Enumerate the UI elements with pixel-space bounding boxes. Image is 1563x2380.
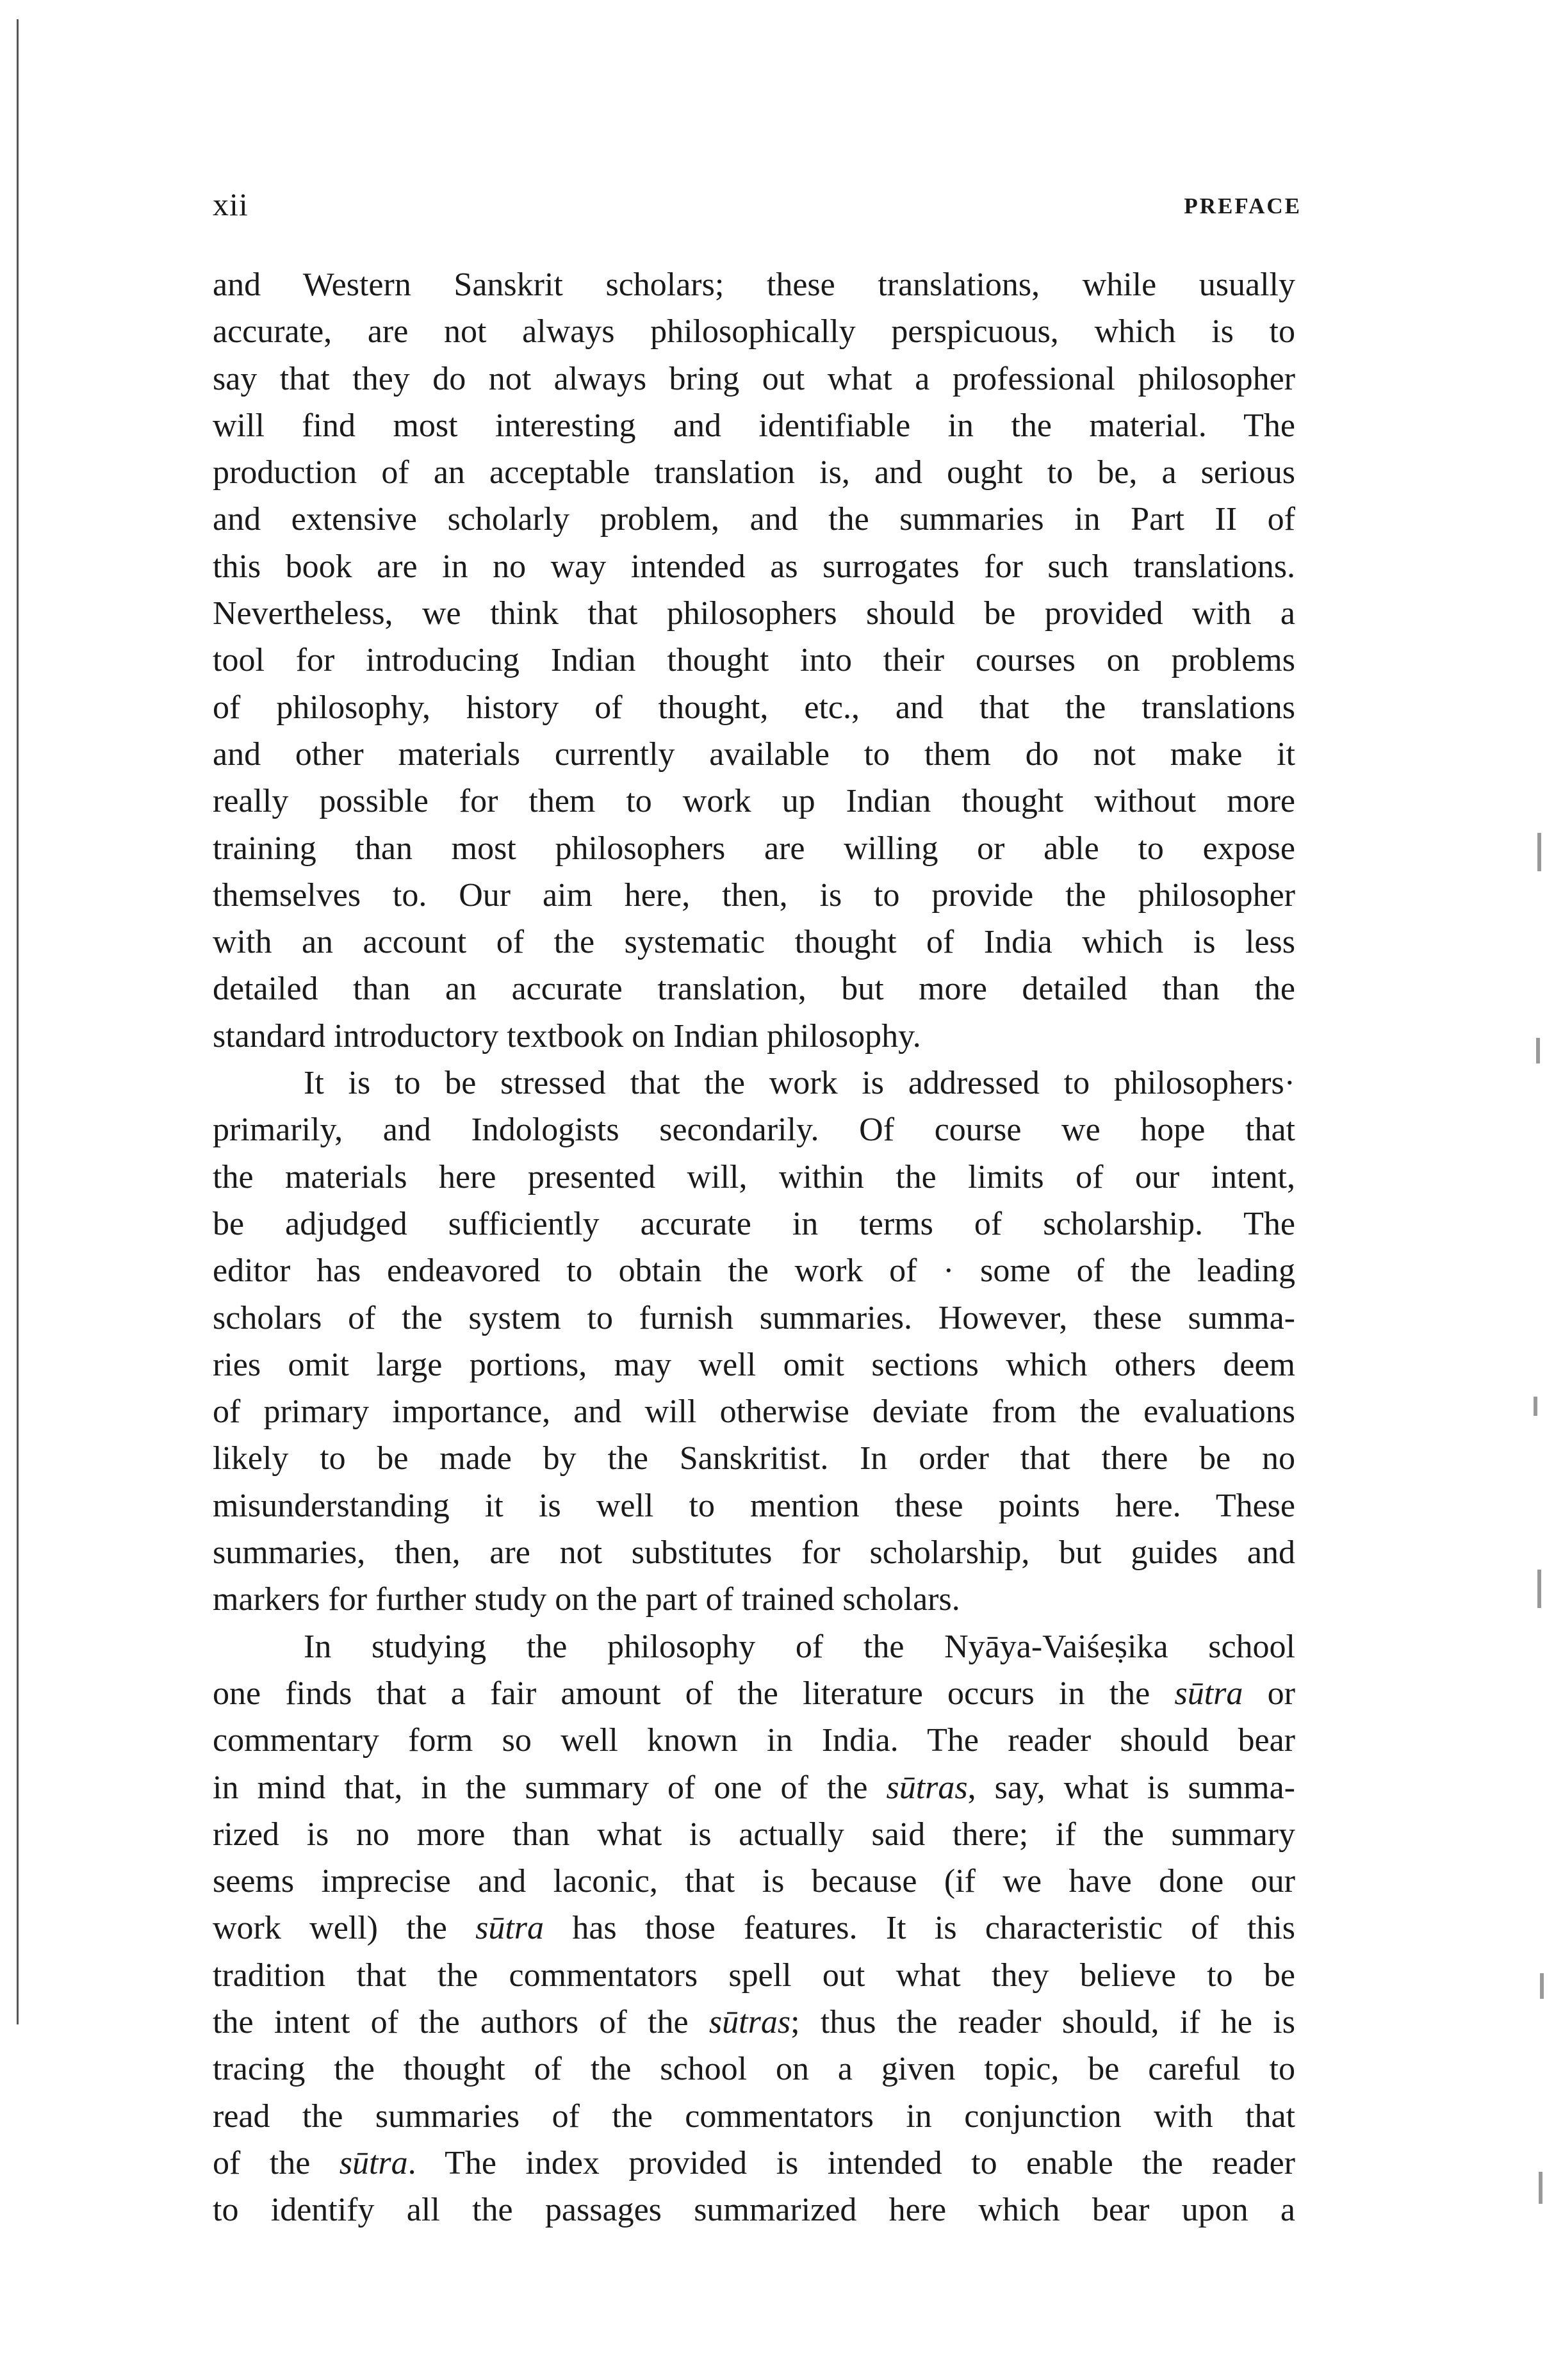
text-line: seems imprecise and laconic, that is because (if we have done our bbox=[213, 1863, 1295, 1900]
italic-term: sūtras bbox=[708, 2003, 791, 2040]
edge-mark bbox=[1537, 1570, 1541, 1608]
text-line: summaries, then, are not substitutes for scholarship, but guides and bbox=[213, 1534, 1295, 1572]
paragraph-first-line: It is to be stressed that the work is addressed to philosophers· bbox=[304, 1065, 1295, 1102]
text-line: standard introductory textbook on Indian philosophy. bbox=[213, 1017, 921, 1055]
text-line: themselves to. Our aim here, then, is to provide the philosopher bbox=[213, 876, 1295, 914]
body-text bbox=[213, 261, 1295, 2233]
text-line: really possible for them to work up Indian thought without more bbox=[213, 783, 1295, 820]
text-line: will find most interesting and identifiable in the material. The bbox=[213, 407, 1295, 444]
text-line: scholars of the system to furnish summaries. However, these summa- bbox=[213, 1299, 1295, 1336]
text-line: of primary importance, and will otherwise deviate from the evaluations bbox=[213, 1393, 1295, 1431]
text-line: production of an acceptable translation is, and ought to be, a serious bbox=[213, 454, 1295, 491]
edge-mark bbox=[1540, 1973, 1544, 1999]
text-line: one finds that a fair amount of the literature occurs in the sūtra or bbox=[213, 1675, 1295, 1712]
text-line: be adjudged sufficiently accurate in terms of scholarship. The bbox=[213, 1205, 1295, 1242]
text-line: the intent of the authors of the sūtras; thus the reader should, if he is bbox=[213, 2003, 1295, 2040]
text-line: work well) the sūtra has those features. It is characteristic of this bbox=[213, 1910, 1295, 1947]
edge-mark bbox=[1539, 2172, 1543, 2204]
text-line: say that they do not always bring out what a professional philosopher bbox=[213, 360, 1295, 397]
text-line: and Western Sanskrit scholars; these translations, while usually bbox=[213, 267, 1295, 303]
text-line: editor has endeavored to obtain the work of · some of the leading bbox=[213, 1252, 1295, 1290]
edge-mark bbox=[1534, 1397, 1537, 1416]
italic-term: sūtras bbox=[886, 1769, 968, 1806]
text-line: misunderstanding it is well to mention these points here. These bbox=[213, 1487, 1295, 1524]
text-line: detailed than an accurate translation, but more detailed than the bbox=[213, 971, 1295, 1008]
text-line: tracing the thought of the school on a given topic, be careful to bbox=[213, 2051, 1295, 2088]
text-line: in mind that, in the summary of one of the sūtras, say, what is summa- bbox=[213, 1769, 1295, 1806]
text-line: the materials here presented will, within the limits of our intent, bbox=[213, 1158, 1295, 1195]
text-line: markers for further study on the part of trained scholars. bbox=[213, 1581, 960, 1618]
italic-term: sūtra bbox=[475, 1910, 544, 1947]
text-line: of the sūtra. The index provided is intended to enable the reader bbox=[213, 2144, 1295, 2181]
text-line: and extensive scholarly problem, and the summaries in Part II of bbox=[213, 501, 1295, 538]
text-line: accurate, are not always philosophically perspicuous, which is to bbox=[213, 313, 1295, 350]
text-line: likely to be made by the Sanskritist. In order that there be no bbox=[213, 1440, 1295, 1477]
edge-mark bbox=[1537, 833, 1541, 871]
text-line: ries omit large portions, may well omit sections which others deem bbox=[213, 1346, 1295, 1383]
edge-mark bbox=[1536, 1038, 1540, 1063]
text-line: tool for introducing Indian thought into their courses on problems bbox=[213, 642, 1295, 679]
binding-edge bbox=[17, 19, 19, 2024]
text-line: Nevertheless, we think that philosophers should be provided with a bbox=[213, 595, 1295, 632]
text-line: tradition that the commentators spell out what they believe to be bbox=[213, 1957, 1295, 1994]
italic-term: sūtra bbox=[339, 2144, 408, 2181]
text-line: read the summaries of the commentators in conjunction with that bbox=[213, 2097, 1295, 2135]
text-line: this book are in no way intended as surrogates for such translations. bbox=[213, 548, 1295, 585]
running-title: PREFACE bbox=[1184, 193, 1302, 218]
text-line: and other materials currently available to them do not make it bbox=[213, 735, 1295, 773]
page-edge-marks bbox=[1525, 0, 1563, 2380]
running-head bbox=[213, 181, 1302, 226]
text-line: primarily, and Indologists secondarily. Of course we hope that bbox=[213, 1112, 1295, 1149]
text-line: of philosophy, history of thought, etc., and that the translations bbox=[213, 689, 1295, 726]
text-line: rized is no more than what is actually said there; if the summary bbox=[213, 1816, 1295, 1853]
text-line: commentary form so well known in India. The reader should bear bbox=[213, 1722, 1295, 1759]
italic-term: sūtra bbox=[1174, 1675, 1243, 1712]
text-line: to identify all the passages summarized here which bear upon a bbox=[213, 2192, 1295, 2229]
text-line: training than most philosophers are willing or able to expose bbox=[213, 830, 1295, 867]
paragraph-first-line: In studying the philosophy of the Nyāya-Vaiśeṣika school bbox=[304, 1628, 1295, 1665]
text-line: with an account of the systematic thought of India which is less bbox=[213, 924, 1295, 961]
page-number: xii bbox=[213, 186, 249, 222]
